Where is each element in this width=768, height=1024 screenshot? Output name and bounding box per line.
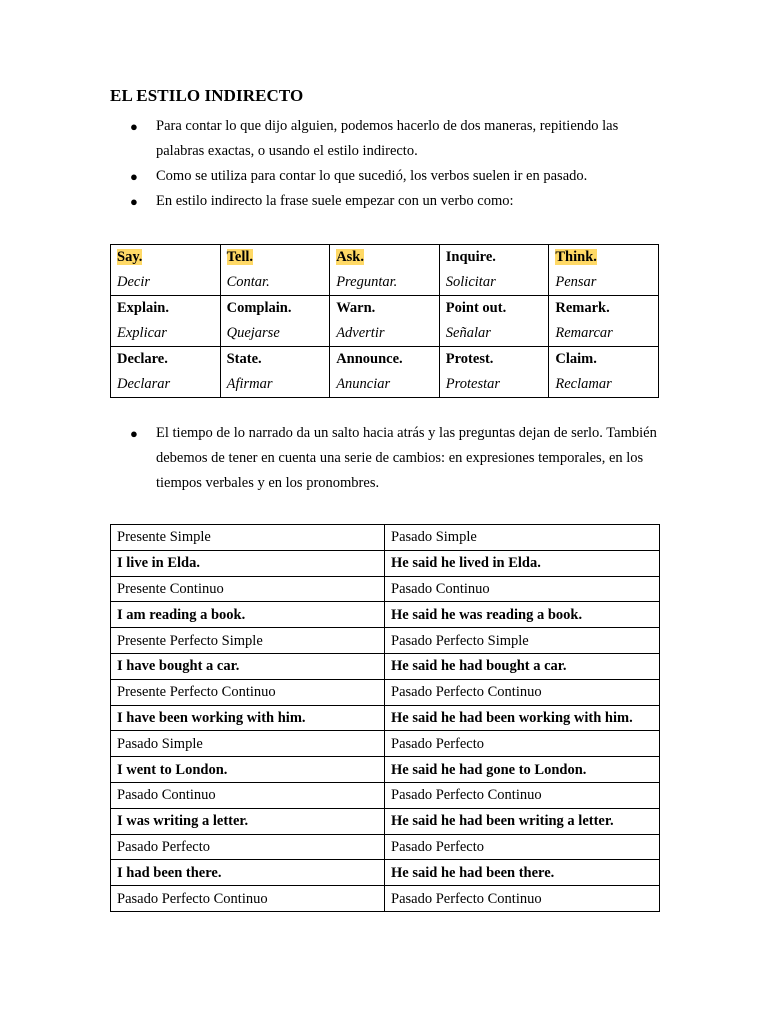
verb-english: Inquire. (445, 249, 496, 265)
direct-speech-cell: Presente Perfecto Simple (111, 628, 385, 654)
reported-speech-cell: He said he lived in Elda. (385, 550, 660, 576)
verb-cell (111, 347, 221, 398)
reported-speech-cell: Pasado Perfecto (385, 731, 660, 757)
reported-speech-cell: He said he was reading a book. (385, 602, 660, 628)
reported-speech-cell: Pasado Continuo (385, 576, 660, 602)
verb-cell (330, 245, 440, 296)
verb-cell (549, 245, 659, 296)
verb-cell (439, 296, 549, 347)
bullet-text: El tiempo de lo narrado da un salto hacia atrás y las preguntas dejan de serlo. También debemos de tener en cuenta una serie de cambios: en expresiones temporales, en los tiempos verbales y en los pronombres. (156, 425, 657, 491)
verb-english: Complain. (226, 300, 292, 316)
direct-speech-cell: Presente Perfecto Continuo (111, 679, 385, 705)
tense-name-row (111, 628, 660, 654)
example-row (111, 550, 660, 576)
reported-speech-cell: He said he had been writing a letter. (385, 808, 660, 834)
verbs-row (111, 347, 659, 398)
verb-spanish: Advertir (336, 325, 385, 341)
bullet-item (130, 421, 670, 496)
tense-name-row (111, 525, 660, 551)
reported-speech-cell: Pasado Simple (385, 525, 660, 551)
page-title: EL ESTILO INDIRECTO (110, 86, 304, 105)
direct-speech-cell: Pasado Perfecto (111, 834, 385, 860)
verb-spanish: Decir (117, 274, 151, 290)
verb-spanish: Quejarse (226, 325, 280, 341)
direct-speech-cell: Pasado Simple (111, 731, 385, 757)
bullet-icon: ● (130, 426, 138, 441)
direct-speech-cell: I have bought a car. (111, 653, 385, 679)
bullet-text: Para contar lo que dijo alguien, podemos hacerlo de dos maneras, repitiendo las palabras exactas, o usando el estilo indirecto. (156, 118, 619, 159)
tense-name-row (111, 834, 660, 860)
verb-english: State. (226, 351, 262, 367)
direct-speech-cell: I live in Elda. (111, 550, 385, 576)
verb-english: Claim. (555, 351, 597, 367)
example-row (111, 757, 660, 783)
bullet-icon: ● (130, 119, 138, 134)
verb-english: Warn. (336, 300, 376, 316)
verb-spanish: Señalar (445, 325, 491, 341)
verb-cell (549, 347, 659, 398)
direct-speech-cell: I have been working with him. (111, 705, 385, 731)
verb-english: Point out. (445, 300, 507, 316)
bullet-text: Como se utiliza para contar lo que sucedió, los verbos suelen ir en pasado. (156, 168, 588, 184)
tense-name-row (111, 679, 660, 705)
reported-speech-cell: Pasado Perfecto Simple (385, 628, 660, 654)
verb-english: Remark. (555, 300, 610, 316)
verb-cell (330, 347, 440, 398)
reporting-verbs-table (110, 244, 659, 398)
tense-changes-table (110, 524, 660, 912)
direct-speech-cell: Pasado Perfecto Continuo (111, 886, 385, 912)
reported-speech-cell: Pasado Perfecto Continuo (385, 679, 660, 705)
verb-cell (439, 347, 549, 398)
direct-speech-cell: I had been there. (111, 860, 385, 886)
tense-name-row (111, 886, 660, 912)
verb-cell (549, 296, 659, 347)
verb-spanish: Solicitar (445, 274, 496, 290)
tense-name-row (111, 782, 660, 808)
verb-cell (220, 245, 330, 296)
reported-speech-cell: Pasado Perfecto Continuo (385, 782, 660, 808)
verb-spanish: Explicar (117, 325, 167, 341)
bullet-item (130, 114, 670, 164)
verb-spanish: Anunciar (336, 376, 391, 392)
verb-english: Think. (555, 249, 597, 265)
bullet-text: En estilo indirecto la frase suele empezar con un verbo como: (156, 193, 514, 209)
verb-spanish: Pensar (555, 274, 597, 290)
direct-speech-cell: I went to London. (111, 757, 385, 783)
bullet-item (130, 164, 670, 189)
direct-speech-cell: I am reading a book. (111, 602, 385, 628)
reported-speech-cell: Pasado Perfecto (385, 834, 660, 860)
example-row (111, 653, 660, 679)
verb-spanish: Remarcar (555, 325, 613, 341)
example-row (111, 860, 660, 886)
direct-speech-cell: I was writing a letter. (111, 808, 385, 834)
verb-spanish: Reclamar (555, 376, 612, 392)
reported-speech-cell: He said he had been working with him. (385, 705, 660, 731)
verb-cell (439, 245, 549, 296)
verb-english: Declare. (117, 351, 168, 367)
verb-english: Announce. (336, 351, 403, 367)
verbs-row (111, 296, 659, 347)
verb-spanish: Afirmar (226, 376, 273, 392)
bullet-item (130, 189, 670, 214)
verb-english: Tell. (226, 249, 254, 265)
tense-name-row (111, 731, 660, 757)
example-row (111, 808, 660, 834)
verb-english: Say. (117, 249, 143, 265)
verb-cell (111, 245, 221, 296)
direct-speech-cell: Presente Continuo (111, 576, 385, 602)
verb-spanish: Preguntar. (336, 274, 398, 290)
reported-speech-cell: He said he had bought a car. (385, 653, 660, 679)
verb-english: Protest. (445, 351, 494, 367)
verb-spanish: Declarar (117, 376, 171, 392)
reported-speech-cell: He said he had gone to London. (385, 757, 660, 783)
verb-english: Ask. (336, 249, 364, 265)
example-row (111, 705, 660, 731)
direct-speech-cell: Presente Simple (111, 525, 385, 551)
verb-cell (111, 296, 221, 347)
verb-spanish: Protestar (445, 376, 501, 392)
verb-english: Explain. (117, 300, 169, 316)
verb-cell (330, 296, 440, 347)
direct-speech-cell: Pasado Continuo (111, 782, 385, 808)
intro-bullet-list (130, 114, 670, 214)
verb-spanish: Contar. (226, 274, 270, 290)
tense-name-row (111, 576, 660, 602)
verb-cell (220, 296, 330, 347)
changes-bullet-list (130, 421, 670, 496)
bullet-icon: ● (130, 194, 138, 209)
verbs-row (111, 245, 659, 296)
bullet-icon: ● (130, 169, 138, 184)
reported-speech-cell: Pasado Perfecto Continuo (385, 886, 660, 912)
verb-cell (220, 347, 330, 398)
example-row (111, 602, 660, 628)
reported-speech-cell: He said he had been there. (385, 860, 660, 886)
